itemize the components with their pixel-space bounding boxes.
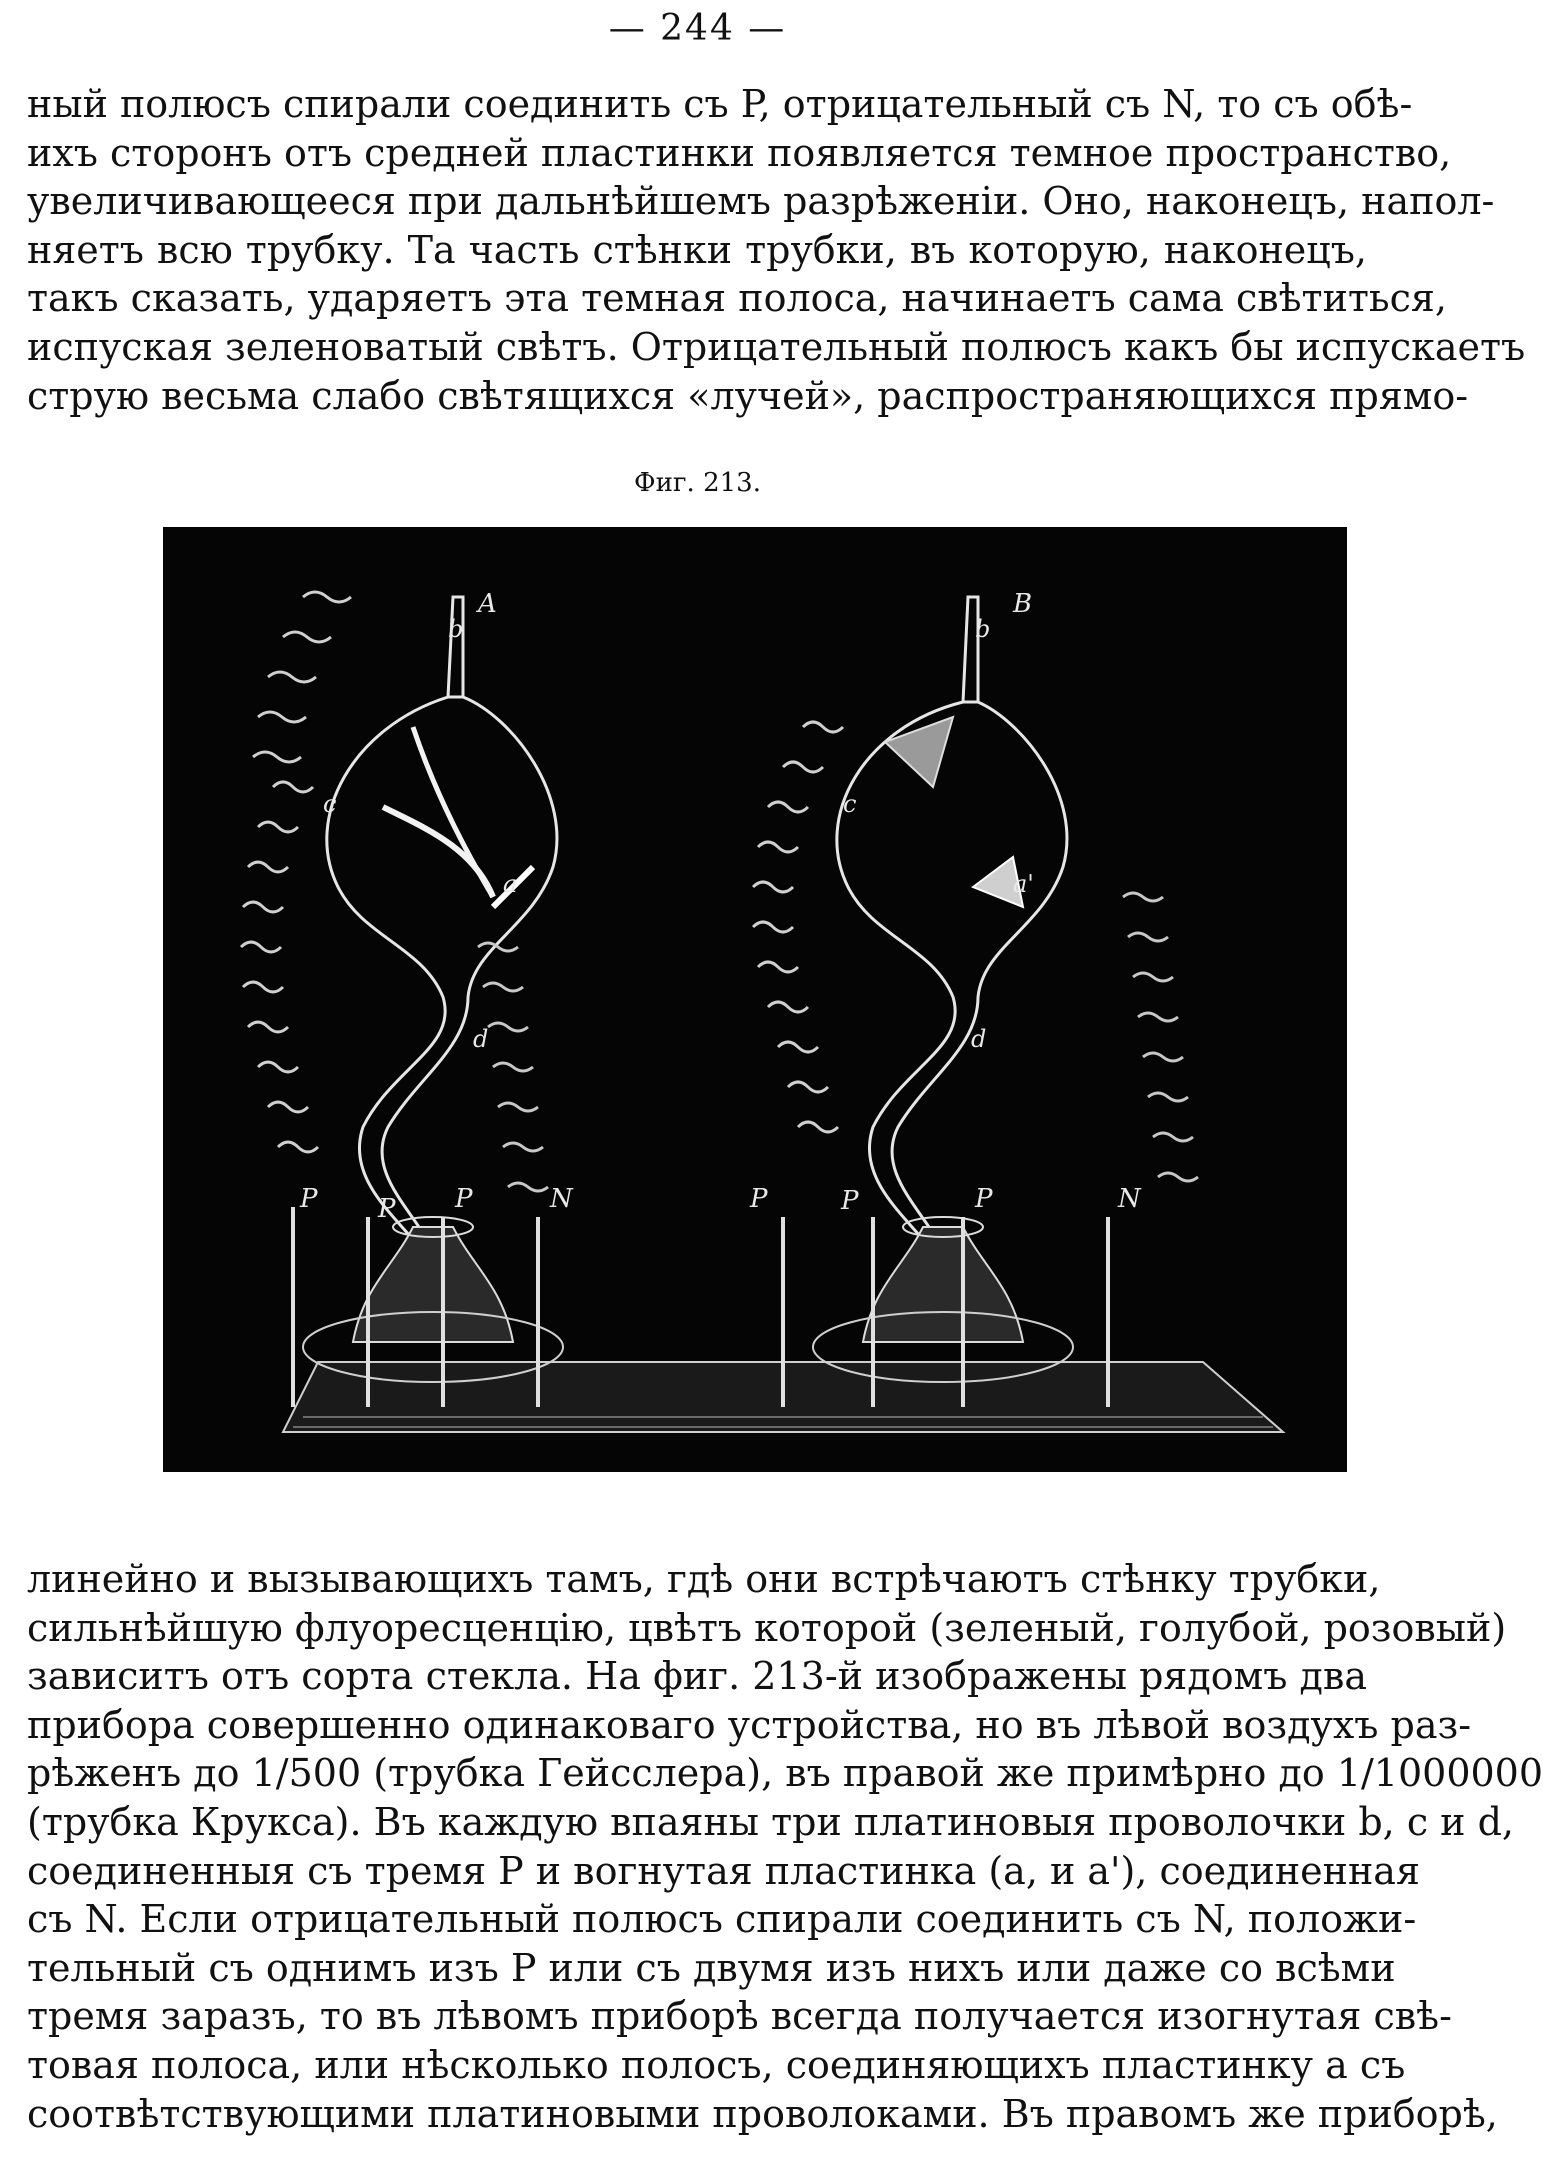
- text-line: такъ сказать, ударяетъ эта темная полоса, начинаетъ сама свѣтиться,: [27, 276, 1447, 321]
- label-P-5: P: [841, 1186, 859, 1216]
- label-B: B: [1013, 589, 1033, 619]
- paragraph-bottom: [27, 1555, 1543, 2138]
- text-line: испуская зеленоватый свѣтъ. Отрицательный полюсъ какъ бы испускаетъ: [27, 324, 1526, 369]
- crookes-tubes-engraving: [163, 527, 1347, 1472]
- label-P-3: P: [455, 1184, 473, 1214]
- tube-stand-left: [353, 1227, 513, 1342]
- label-P-1: P: [300, 1184, 318, 1214]
- text-line: тремя заразъ, то въ лѣвомъ приборѣ всегда получается изогнутая свѣ-: [27, 1994, 1452, 2039]
- spiral-wire-right: [753, 722, 843, 1132]
- text-line: няетъ всю трубку. Та часть стѣнки трубки, въ которую, наконецъ,: [27, 227, 1367, 272]
- page-number: — 244 —: [608, 8, 787, 49]
- label-d-right: d: [971, 1025, 987, 1053]
- spiral-wire-left: [241, 782, 318, 1152]
- text-line: соединенныя съ тремя P и вогнутая пластинка (a, и a'), соединенная: [27, 1848, 1420, 1893]
- text-line: сильнѣйшую флуоресценцію, цвѣтъ которой (зеленый, голубой, розовый): [27, 1605, 1507, 1650]
- label-a-left: a: [503, 870, 518, 898]
- label-A: A: [478, 589, 497, 619]
- tube-stand-right: [863, 1227, 1023, 1342]
- text-line: ный полюсъ спирали соединить съ P, отрицательный съ N, то съ обѣ-: [27, 82, 1413, 126]
- figure-illustration: [163, 527, 1347, 1472]
- label-P-2: P: [378, 1194, 396, 1224]
- spiral-wire-left-inner: [478, 943, 548, 1191]
- label-c-left: c: [323, 790, 337, 818]
- geissler-tube-left: [327, 597, 557, 1262]
- label-a-prime-right: a': [1013, 870, 1034, 898]
- figure-caption: Фиг. 213.: [634, 468, 761, 498]
- label-b-right: b: [975, 615, 991, 643]
- text-line: линейно и вызывающихъ тамъ, гдѣ они встрѣчаютъ стѣнку трубки,: [27, 1557, 1381, 1601]
- text-line: товая полоса, или нѣсколько полосъ, соединяющихъ пластинку a съ: [27, 2042, 1406, 2087]
- paragraph-top: [27, 80, 1526, 420]
- text-line: зависитъ отъ сорта стекла. На фиг. 213-й изображены рядомъ два: [27, 1654, 1367, 1699]
- label-b-left: b: [448, 615, 464, 643]
- text-line: съ N. Если отрицательный полюсъ спирали соединить съ N, положи-: [27, 1897, 1417, 1942]
- label-c-right: c: [843, 790, 857, 818]
- label-P-4: P: [750, 1184, 768, 1214]
- text-line: (трубка Крукса). Въ каждую впаяны три платиновыя проволочки b, c и d,: [27, 1799, 1514, 1844]
- label-N-right: N: [1118, 1184, 1141, 1214]
- text-line: рѣженъ до 1/500 (трубка Гейсслера), въ правой же примѣрно до 1/1000000: [27, 1751, 1543, 1796]
- text-line: прибора совершенно одинаковаго устройства, но въ лѣвой воздухъ раз-: [27, 1702, 1472, 1747]
- text-line: ихъ сторонъ отъ средней пластинки появляется темное пространство,: [27, 130, 1452, 175]
- spiral-wire-left-top: [253, 592, 351, 762]
- text-line: тельный съ однимъ изъ P или съ двумя изъ нихъ или даже со всѣми: [27, 1945, 1396, 1990]
- text-line: струю весьма слабо свѣтящихся «лучей», распространяющихся прямо-: [27, 373, 1469, 418]
- label-N-left: N: [550, 1184, 573, 1214]
- spiral-wire-right-outer: [1123, 893, 1198, 1181]
- crookes-tube-right: [837, 597, 1067, 1262]
- text-line: соотвѣтствующими платиновыми проволоками. Въ правомъ же приборѣ,: [27, 2091, 1498, 2136]
- text-line: увеличивающееся при дальнѣйшемъ разрѣженіи. Оно, наконецъ, напол-: [27, 179, 1495, 224]
- label-P-6: P: [975, 1184, 993, 1214]
- label-d-left: d: [473, 1025, 489, 1053]
